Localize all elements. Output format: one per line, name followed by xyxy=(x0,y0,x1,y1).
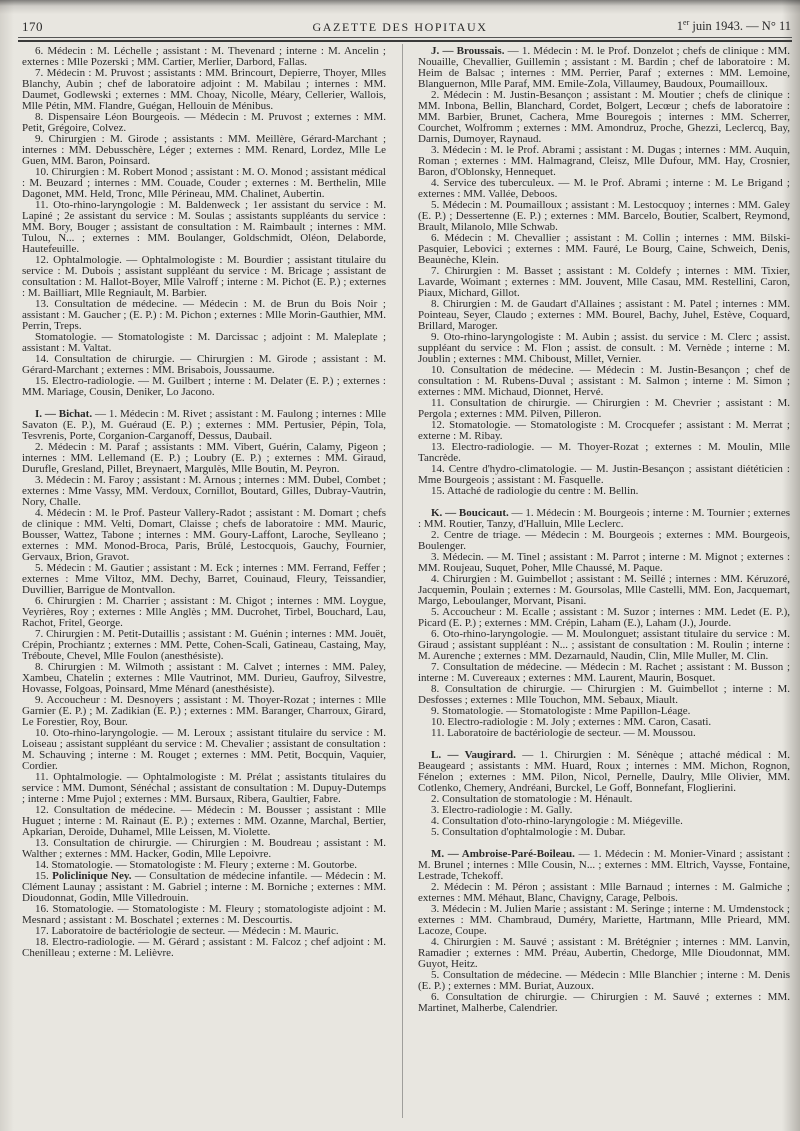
list-item xyxy=(418,684,790,706)
entry-text: 9. Accoucheur : M. Desnoyers ; assistant : M. Thoyer-Rozat ; internes : Mlle Garnier (E. P.) ; M. Zadikian (E. P.) ; externes : MM. Baranger, Charroux, Girard, Le Forestier, Roy, Bour. xyxy=(22,694,386,728)
list-item xyxy=(22,772,386,805)
header-rule-thick xyxy=(18,40,792,42)
list-item xyxy=(418,233,790,266)
entry-text: 14. Consultation de chirurgie. — Chirurgien : M. Girode ; assistant : M. Gérard-Marchant ; externes : MM. Brisabois, Joussaume. xyxy=(22,353,386,376)
entry-text: 8. Consultation de chirurgie. — Chirurgien : M. Guimbellot ; interne : M. Desfosses ; externes : Mlle Touchon, MM. Sebaux, Miault. xyxy=(418,683,790,706)
entry-text: — 1. Médecin : M. Monier-Vinard ; assistant : M. Brunel ; internes : Mlle Cousin, N... ; externes : MM. Eltrich, Vaysse, Fontaine, Lestrade, Tchekoff. xyxy=(418,848,790,882)
list-item xyxy=(22,255,386,299)
list-item xyxy=(22,508,386,563)
entry-text: 8. Chirurgien : M. Wilmoth ; assistant : M. Calvet ; internes : MM. Paley, Xambeu, Chatelin ; externes : Mlle Vautrinot, MM. Durieu, Gaufroy, Silvestre, Hovasse, Folgoas, Poinsard, Mme Ménard (anesthésiste). xyxy=(22,661,386,695)
list-item xyxy=(418,442,790,464)
entry-text: 8. Dispensaire Léon Bourgeois. — Médecin : M. Pruvost ; externes : MM. Petit, Grégoire, Colvez. xyxy=(22,111,386,134)
entry-text: 18. Electro-radiologie. — M. Gérard ; assistant : M. Falcoz ; chef adjoint : M. Chenilleau ; externe : M. Lelièvre. xyxy=(22,936,386,959)
section-heading: L. — Vaugirard. xyxy=(431,749,516,761)
entry-text: 10. Electro-radiologie : M. Joly ; externes : MM. Caron, Casati. xyxy=(431,716,712,728)
entry-text: 12. Consultation de médecine. — Médecin : M. Bousser ; assistant : Mlle Huguet ; interne : M. Rainaut (E. P.) ; externes : MM. Ozanne, Marchal, Bertier, Apkarian, Deroide, Duhamel, Mlle Leissen, M. Violette. xyxy=(22,804,386,838)
list-item xyxy=(418,827,790,838)
list-item xyxy=(418,266,790,299)
left-column xyxy=(22,46,386,1120)
entry-text: 6. Médecin : M. Chevallier ; assistant : M. Collin ; internes : MM. Bilski-Pasquier, Lebovici ; externes : MM. Fauré, Le Bourg, Caine, Schweich, Denis, Beaunèche, Klein. xyxy=(418,232,790,266)
entry-text: 16. Stomatologie. — Stomatologiste : M. Fleury ; stomatologiste adjoint : M. Mesnard ; assistant : M. Boschatel ; externes : M. Descourtis. xyxy=(22,903,386,926)
list-item xyxy=(22,68,386,112)
entry-text: 2. Médecin : M. Paraf ; assistants : MM. Vibert, Guérin, Calamy, Pigeon ; internes : MM. Lellemand (E. P.) ; Loubry (E. P.) ; externes : MM. Giraud, Durufle, Gresland, Pillet, Breynaert, Margulès, Mlle Boutin, M. Peyron. xyxy=(22,441,386,475)
list-item xyxy=(418,145,790,178)
list-item xyxy=(22,838,386,860)
entry-text: 6. Consultation de chirurgie. — Chirurgien : M. Sauvé ; externes : MM. Martinet, Malherbe, Calendrier. xyxy=(418,991,790,1014)
issue-date xyxy=(677,19,791,34)
entry-text: 17. Laboratoire de bactériologie de secteur. — Médecin : M. Mauric. xyxy=(35,925,339,937)
entry-text: 12. Ophtalmologie. — Ophtalmologiste : M. Bourdier ; assistant titulaire du service : M. Dubois ; assistant suppléant du service : M. Bricage ; assistant de consultation : M. Hallot-Boyer, Mlle Valroff ; interne : M. Pichot (E. P.) ; externes : M. Bailliart, Mlle Regniault, M. Barbier. xyxy=(22,254,386,299)
entry-text: 3. Médecin. — M. Tinel ; assistant : M. Parrot ; interne : M. Mignot ; externes : MM. Roujeau, Suquet, Poher, Mlle Chaussé, M. Paque. xyxy=(418,551,790,574)
section-entry xyxy=(418,849,790,882)
entry-text: 14. Stomatologie. — Stomatologiste : M. Fleury ; externe : M. Goutorbe. xyxy=(35,859,358,871)
list-item xyxy=(22,167,386,200)
list-item xyxy=(22,354,386,376)
column-divider xyxy=(402,44,403,1118)
entry-text: 4. Service des tuberculeux. — M. le Prof. Abrami ; interne : M. Le Brigand ; externes : MM. Vallée, Deboos. xyxy=(418,177,790,200)
list-item xyxy=(418,574,790,607)
list-item xyxy=(418,992,790,1014)
list-item xyxy=(22,112,386,134)
entry-text: — Consultation de médecine infantile. — Médecin : M. Clément Launay ; assistant : M. Gabriel ; interne : M. Borniche ; externes : MM. Dioudonnat, Godin, Mlle Villedrouin. xyxy=(22,870,386,904)
entry-text: 2. Centre de triage. — Médecin : M. Bourgeois ; externes : MM. Bourgeois, Boulenger. xyxy=(418,529,790,552)
entry-text: 6. Chirurgien : M. Charrier ; assistant : M. Chigot ; internes : MM. Loygue, Veyrières, Roy ; externes : Mlle Anglès ; MM. Ducrohet, Tirbel, Bouchard, Lau, Rachot, Fritel, George. xyxy=(22,595,386,629)
list-item xyxy=(418,299,790,332)
entry-text: 14. Centre d'hydro-climatologie. — M. Justin-Besançon ; assistant diététicien : Mme Bourgeois ; assistant : M. Fasquelle. xyxy=(418,463,790,486)
entry-text: 6. Médecin : M. Léchelle ; assistant : M. Thevenard ; interne : M. Ancelin ; externes : Mlle Pozerski ; MM. Cartier, Merlier, Darbord, Fallas. xyxy=(22,46,386,68)
list-item xyxy=(418,607,790,629)
list-item xyxy=(22,596,386,629)
list-item xyxy=(22,904,386,926)
entry-text: 15. Electro-radiologie. — M. Guilbert ; interne : M. Delater (E. P.) ; externes : MM. Mariage, Cousin, Deniker, Lo Jacono. xyxy=(22,375,386,398)
entry-text: — 1. Médecin : M. Rivet ; assistant : M. Faulong ; internes : Mlle Savaton (E. P.), M. Guéraud (E. P.) ; externes : MM. Pertusier, Pépin, Tola, Tesvrenis, Porte, Corganion-Carganoff, Dessus, Daubail. xyxy=(22,408,386,442)
list-item xyxy=(418,486,790,497)
list-item xyxy=(22,695,386,728)
section-heading: J. — Broussais. xyxy=(431,46,505,57)
list-item xyxy=(418,90,790,145)
entry-text: 8. Chirurgien : M. de Gaudart d'Allaines ; assistant : M. Patel ; internes : MM. Pointeau, Seyer, Claudo ; externes : MM. Bourel, Bachy, Juhel, Estève, Coquard, Brillard, Maroger. xyxy=(418,298,790,332)
entry-text: 15. Attaché de radiologie du centre : M. Bellin. xyxy=(431,485,639,497)
section-heading: Policlinique Ney. xyxy=(52,870,132,882)
entry-text: 7. Consultation de médecine. — Médecin : M. Rachet ; assistant : M. Busson ; interne : M. Cuvereaux ; externes : MM. Laurent, Maurin, Bosquet. xyxy=(418,661,790,684)
entry-text: 7. Médecin : M. Pruvost ; assistants : MM. Brincourt, Depierre, Thoyer, Mlles Blanchy, Aubin ; chef de laboratoire adjoint : M. Mabilau ; internes : MM. Daumet, Godlewski ; externes : MM. Choay, Nicolle, Méary, Cellerier, Wallois, Mlle Pétin, MM. Flandre, Guégan, Hellouin de Ménibus. xyxy=(22,67,386,112)
list-item xyxy=(22,629,386,662)
entry-text: — 1. Médecin : M. Bourgeois ; interne : M. Tournier ; externes : MM. Routier, Tanzy, d'Halluin, Mlle Leclerc. xyxy=(418,507,790,530)
entry-text: 3. Médecin : M. Julien Marie ; assistant : M. Seringe ; interne : M. Umdenstock ; externes : MM. Chambraud, Duméry, Mariette, Hartmann, Mlle Prieard, MM. Lacoze, Coupe. xyxy=(418,903,790,937)
list-item xyxy=(418,530,790,552)
list-item xyxy=(418,464,790,486)
list-item xyxy=(22,376,386,398)
list-item xyxy=(418,937,790,970)
list-item xyxy=(418,629,790,662)
entry-text: 4. Consultation d'oto-rhino-laryngologie : M. Miégeville. xyxy=(431,815,683,827)
entry-text: — 1. Médecin : M. le Prof. Donzelot ; chefs de clinique : MM. Nouaille, Chevallier, Guillemin ; assistant : M. Bardin ; chef de laboratoire : M. Heim de Balsac ; internes : MM. Perrier, Paraf ; externes : MM. Lemoine, Blanguernon, Mlle Paraf, MM. Emile-Zola, Villaumey, Baudoux, Poumailloux. xyxy=(418,46,790,90)
entry-text: 13. Electro-radiologie. — M. Thoyer-Rozat ; externes : M. Moulin, Mlle Tancrède. xyxy=(418,441,790,464)
entry-text: 3. Médecin : M. le Prof. Abrami ; assistant : M. Dugas ; internes : MM. Auquin, Roman ; externes : MM. Halmagrand, Cleisz, Mlle Dufour, MM. Hay, Crosnier, Baron, d'Oblonsky, Hennequet. xyxy=(418,144,790,178)
entry-text: 4. Médecin : M. le Prof. Pasteur Vallery-Radot ; assistant : M. Domart ; chefs de clinique : MM. Velti, Domart, Claisse ; chefs de laboratoire : MM. Mauric, Bousser, Wattez, Tabone ; internes : MM. Goury-Laffont, Laroche, Seylleano ; externes : MM. Monod-Broca, Paris, Brûlé, Lestocquois, Gauchy, Fournier, Gervaux, Brion, Gravot. xyxy=(22,507,386,563)
entry-text: 13. Consultation de chirurgie. — Chirurgien : M. Boudreau ; assistant : M. Walther ; externes : MM. Hacker, Godin, Mlle Lepoivre. xyxy=(22,837,386,860)
list-item xyxy=(22,134,386,167)
list-item xyxy=(418,662,790,684)
list-item xyxy=(22,937,386,959)
section-entry xyxy=(418,46,790,90)
section-heading: I. — Bichat. xyxy=(35,408,93,420)
entry-text: 10. Oto-rhino-laryngologie. — M. Leroux ; assistant titulaire du service : M. Loiseau ; assistant suppléant du service : M. Chevalier ; assistant de consultation : M. Schauving ; interne : M. Rouget ; externes : MM. Petit, Bocquin, Vaquier, Cordier. xyxy=(22,727,386,772)
list-item xyxy=(22,728,386,772)
list-item xyxy=(22,871,386,904)
entry-text: 13. Consultation de médecine. — Médecin : M. de Brun du Bois Noir ; assistant : M. Gaucher ; (E. P.) : M. Pichon ; externes : Mlle Morin-Gauthier, MM. Perrin, Treps. xyxy=(22,298,386,332)
entry-text: 10. Consultation de médecine. — Médecin : M. Justin-Besançon ; chef de consultation : M. Rubens-Duval ; assistant : M. Salmon ; interne : M. Simon ; externes : MM. Michaud, Dionnet, Hervé. xyxy=(418,364,790,398)
entry-text: 11. Ophtalmologie. — Ophtalmologiste : M. Prélat ; assistants titulaires du service : MM. Dumont, Sénéchal ; assistant de consultation : M. Dupuy-Dutemps ; interne : Mme Pujol ; externes : MM. Bursaux, Ribera, Gaultier, Fabre. xyxy=(22,771,386,805)
list-item xyxy=(418,882,790,904)
section-heading: K. — Boucicaut. xyxy=(431,507,509,519)
entry-text: 11. Consultation de chirurgie. — Chirurgien : M. Chevrier ; assistant : M. Pergola ; externes : MM. Pilven, Pilleron. xyxy=(418,397,790,420)
list-item xyxy=(22,46,386,68)
entry-text: 2. Médecin : M. Péron ; assistant : Mlle Barnaud ; internes : M. Galmiche ; externes : MM. Méhaut, Blanc, Chavigny, Carage, Pelbois. xyxy=(418,881,790,904)
list-item xyxy=(418,420,790,442)
section-entry xyxy=(22,409,386,442)
entry-text: 4. Chirurgien : M. Guimbellot ; assistant : M. Seillé ; internes : MM. Kéruzoré, Jacquemin, Poulain ; externes : M. Goursolas, Mlle Castelli, MM. Eon, Jacquemart, Margo, Leboulanger, Morvant, Pisani. xyxy=(418,573,790,607)
list-item xyxy=(418,970,790,992)
entry-text: 7. Chirurgien : M. Petit-Dutaillis ; assistant : M. Guénin ; internes : MM. Jouët, Crépin, Prochiantz ; externes : MM. Pette, Cohen-Scali, Gatineau, Castaing, May, Tréboute, Chevel, Mlle Foulon (anesthésiste). xyxy=(22,628,386,662)
entry-text: 3. Electro-radiologie : M. Gally. xyxy=(431,804,573,816)
list-item xyxy=(22,805,386,838)
list-item xyxy=(418,178,790,200)
entry-text: 5. Médecin : M. Poumailloux ; assistant : M. Lestocquoy ; internes : MM. Galey (E. P.) ; Dessertenne (E. P.) ; externes : MM. Barcelo, Boutier, Scalbert, Reymond, Brault, Milanolo, Mlle Schwab. xyxy=(418,199,790,233)
list-item xyxy=(418,552,790,574)
page-number: 170 xyxy=(22,19,43,34)
entry-text: 12. Stomatologie. — Stomatologiste : M. Crocquefer ; assistant : M. Merrat ; externe : M. Ribay. xyxy=(418,419,790,442)
list-item xyxy=(418,398,790,420)
entry-text: 2. Médecin : M. Justin-Besançon ; assistant : M. Moutier ; chefs de clinique : MM. Inbona, Bellin, Blanchard, Cordet, Bolgert, Lecœur ; chefs de laboratoire : MM. Barbier, Brunet, Cachera, Mme Bouregois ; internes : MM. Scherrer, Courchet, Wolfromm ; externes : MM. Amondruz, Proche, Ghezzi, Leclercq, Bay, Darnis, Dumoyer, Raynaud. xyxy=(418,89,790,145)
list-item xyxy=(22,332,386,354)
entry-text: 10. Chirurgien : M. Robert Monod ; assistant : M. O. Monod ; assistant médical : M. Beuzard ; internes : MM. Couade, Couder ; externes : M. Berthelin, Mlle Dagonet, MM. Held, Tronc, Mlle Périneau, MM. Chalinet, Aubertin. xyxy=(22,166,386,200)
entry-text: 5. Accoucheur : M. Ecalle ; assistant : M. Suzor ; internes : MM. Ledet (E. P.), Picard (E. P.) ; externes : MM. Crépin, Laham (E.), Laham (J.), Jourde. xyxy=(418,606,790,629)
entry-text: 11. Oto-rhino-laryngologie : M. Baldenweck ; 1er assistant du service : M. Lapiné ; 2e assistant du service : M. Soulas ; assistants suppléants du service : MM. Bory, Bouger ; assistant de consultation : M. Raimbault ; internes : MM. Tulou, N... ; externes : MM. Boulanger, Goldschmidt, Oléon, Delaborde, Hautefeuille. xyxy=(22,199,386,255)
entry-text: 11. Laboratoire de bactériologie de secteur. — M. Moussou. xyxy=(431,727,696,739)
entry-text: 5. Médecin : M. Gautier ; assistant : M. Eck ; internes : MM. Ferrand, Feffer ; externes : Mme Viltoz, MM. Dechy, Barret, Couinaud, Fleury, Teissandier, Duvillier, Barrigue de Montvallon. xyxy=(22,562,386,596)
entry-text: 9. Stomatologie. — Stomatologiste : Mme Papillon-Léage. xyxy=(431,705,691,717)
entry-text: 9. Oto-rhino-laryngologiste : M. Aubin ; assist. du service : M. Clerc ; assist. suppléant du service : M. Flon ; assist. de consult. : M. Vernède ; interne : M. Joublin ; externes : MM. Chiboust, Millet, Vernier. xyxy=(418,331,790,365)
entry-number: 15. xyxy=(35,870,49,882)
section-entry xyxy=(418,750,790,794)
list-item xyxy=(22,475,386,508)
list-item xyxy=(22,442,386,475)
list-item xyxy=(418,728,790,739)
list-item xyxy=(22,563,386,596)
list-item xyxy=(22,662,386,695)
entry-text: 5. Consultation d'ophtalmologie : M. Dubar. xyxy=(431,826,626,838)
issue-date-rest: juin 1943. — N° 11 xyxy=(692,19,791,33)
entry-text: 7. Chirurgien : M. Basset ; assistant : M. Coldefy ; internes : MM. Tixier, Lavarde, Woimant ; externes : MM. Jouvent, Mlle Casau, MM. Restellini, Caron, Piaux, Michard, Gillot. xyxy=(418,265,790,299)
list-item xyxy=(22,200,386,255)
header-rule xyxy=(18,37,792,38)
entry-text: 2. Consultation de stomatologie : M. Hénault. xyxy=(431,793,633,805)
list-item xyxy=(418,332,790,365)
section-heading: M. — Ambroise-Paré-Boileau. xyxy=(431,848,575,860)
entry-text: 5. Consultation de médecine. — Médecin : Mlle Blanchier ; interne : M. Denis (E. P.) ; externes : MM. Buriat, Auzoux. xyxy=(418,969,790,992)
entry-text: Stomatologie. — Stomatologiste : M. Darcissac ; adjoint : M. Maleplate ; assistant : M. Valtat. xyxy=(22,331,386,354)
issue-day: 1 xyxy=(676,19,684,33)
publication-title: GAZETTE DES HOPITAUX xyxy=(312,20,488,34)
entry-text: 9. Chirurgien : M. Girode ; assistants : MM. Meillère, Gérard-Marchant ; internes : MM. Debusschère, Léger ; externes : MM. Renard, Lordez, Mlle Le Guen, MM. Baron, Poinsard. xyxy=(22,133,386,167)
list-item xyxy=(418,904,790,937)
entry-text: — 1. Chirurgien : M. Sénèque ; attaché médical : M. Beaugeard ; assistants : MM. Huard, Roux ; internes : MM. Michon, Rognon, Fénelon ; externes : MM. Pilon, Nicol, Pernelle, Daulry, Mlle Olivier, MM. Cotlenko, Chemery, Andréani, Burckel, Le Goff, Bonnefant, Floglierini. xyxy=(418,749,790,794)
list-item xyxy=(418,365,790,398)
list-item xyxy=(418,200,790,233)
section-entry xyxy=(418,508,790,530)
list-item xyxy=(22,299,386,332)
entry-text: 4. Chirurgien : M. Sauvé ; assistant : M. Brétégnier ; internes : MM. Lanvin, Ramadier ; externes : MM. Préau, Aubertin, Chedorge, Mlle Dioudonnat, MM. Guyot, Heitz. xyxy=(418,936,790,970)
right-column xyxy=(418,46,790,1120)
entry-text: 6. Oto-rhino-laryngologie. — M. Moulonguet; assistant titulaire du service : M. Giraud ; assistant suppléant : N... ; assistant de consultation : M. Roulin ; interne : M. Aurenche ; externes : MM. Dezarnauld, Naudin, Clin, Mlle Muller, M. Clin. xyxy=(418,628,790,662)
entry-text: 3. Médecin : M. Faroy ; assistant : M. Arnous ; internes : MM. Dubel, Combet ; externes : Mme Vassy, MM. Verdoux, Cornillot, Boutard, Gilles, Dubray-Vautrin, Nory, Challe. xyxy=(22,474,386,508)
issue-day-suffix: er xyxy=(683,17,690,27)
